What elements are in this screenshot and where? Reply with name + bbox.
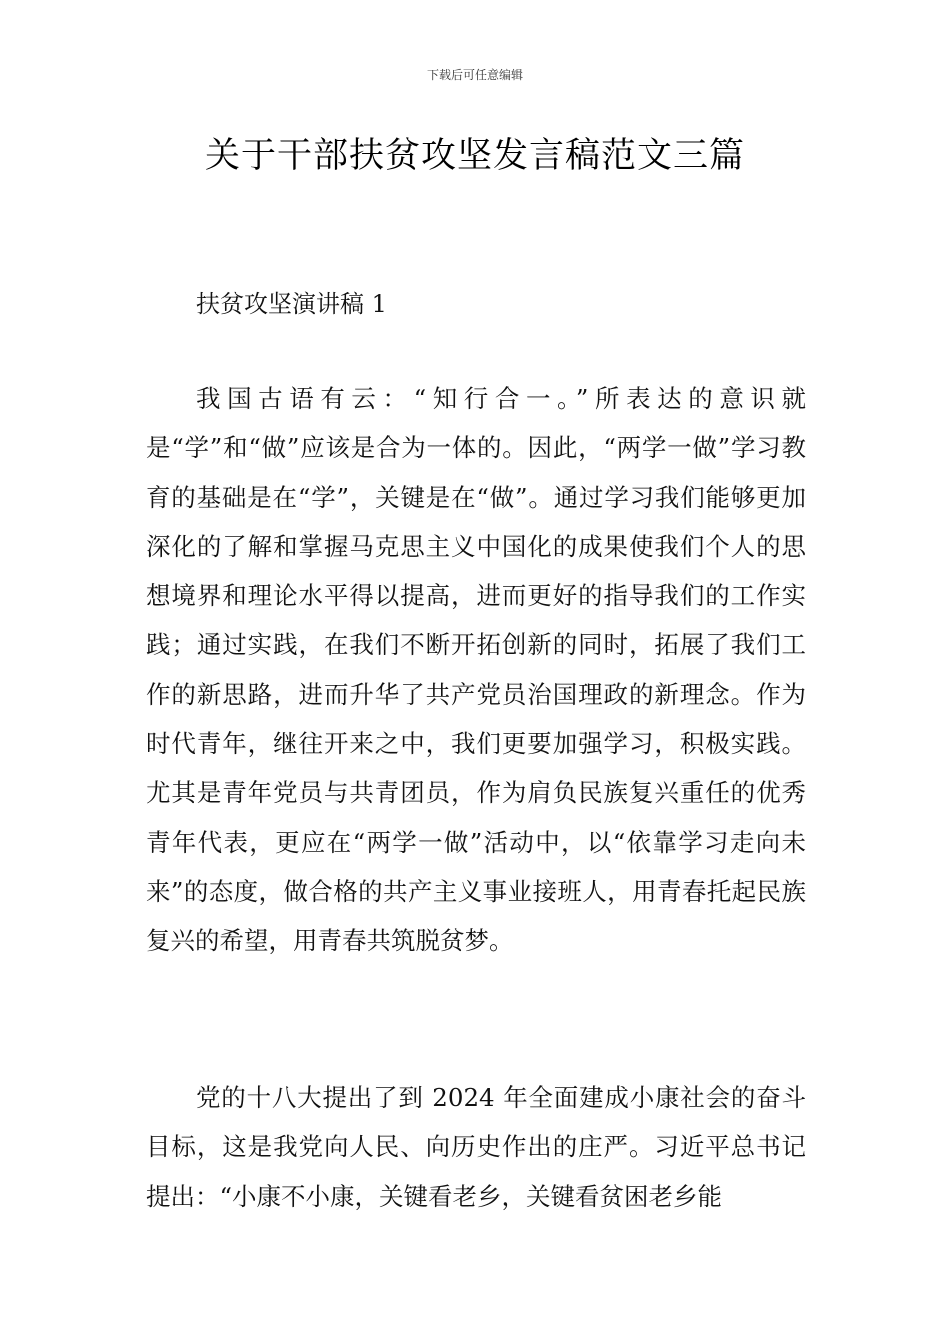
body-paragraph-1: 我国古语有云：“知行合一。”所表达的意识就是“学”和“做”应该是合为一体的。因此，“两学一做”学习教育的基础是在“学”，关键是在“做”。通过学习我们能够更加深化的了解和掌握马克思主义中国化的成果使我们个人的思想境界和理论水平得以提高，进而更好的指导我们的工作实践；通过实践，在我们不断开拓创新的同时，拓展了我们工作的新思路，进而升华了共产党员治国理政的新理念。作为时代青年，继往开来之中，我们更要加强学习，积极实践。尤其是青年党员与共青团员，作为肩负民族复兴重任的优秀青年代表，更应在“两学一做”活动中，以“依靠学习走向未来”的态度，做合格的共产主义事业接班人，用青春托起民族复兴的希望，用青春共筑脱贫梦。	[146, 384, 806, 956]
body-paragraph-2: 党的十八大提出了到 2024 年全面建成小康社会的奋斗目标，这是我党向人民、向历史作出的庄严。习近平总书记提出：“小康不小康，关键看老乡，关键看贫困老乡能	[146, 1083, 806, 1211]
section-heading: 扶贫攻坚演讲稿 1	[196, 290, 387, 318]
header-note: 下载后可任意编辑	[426, 68, 523, 82]
document-title: 关于干部扶贫攻坚发言稿范文三篇	[204, 136, 745, 176]
